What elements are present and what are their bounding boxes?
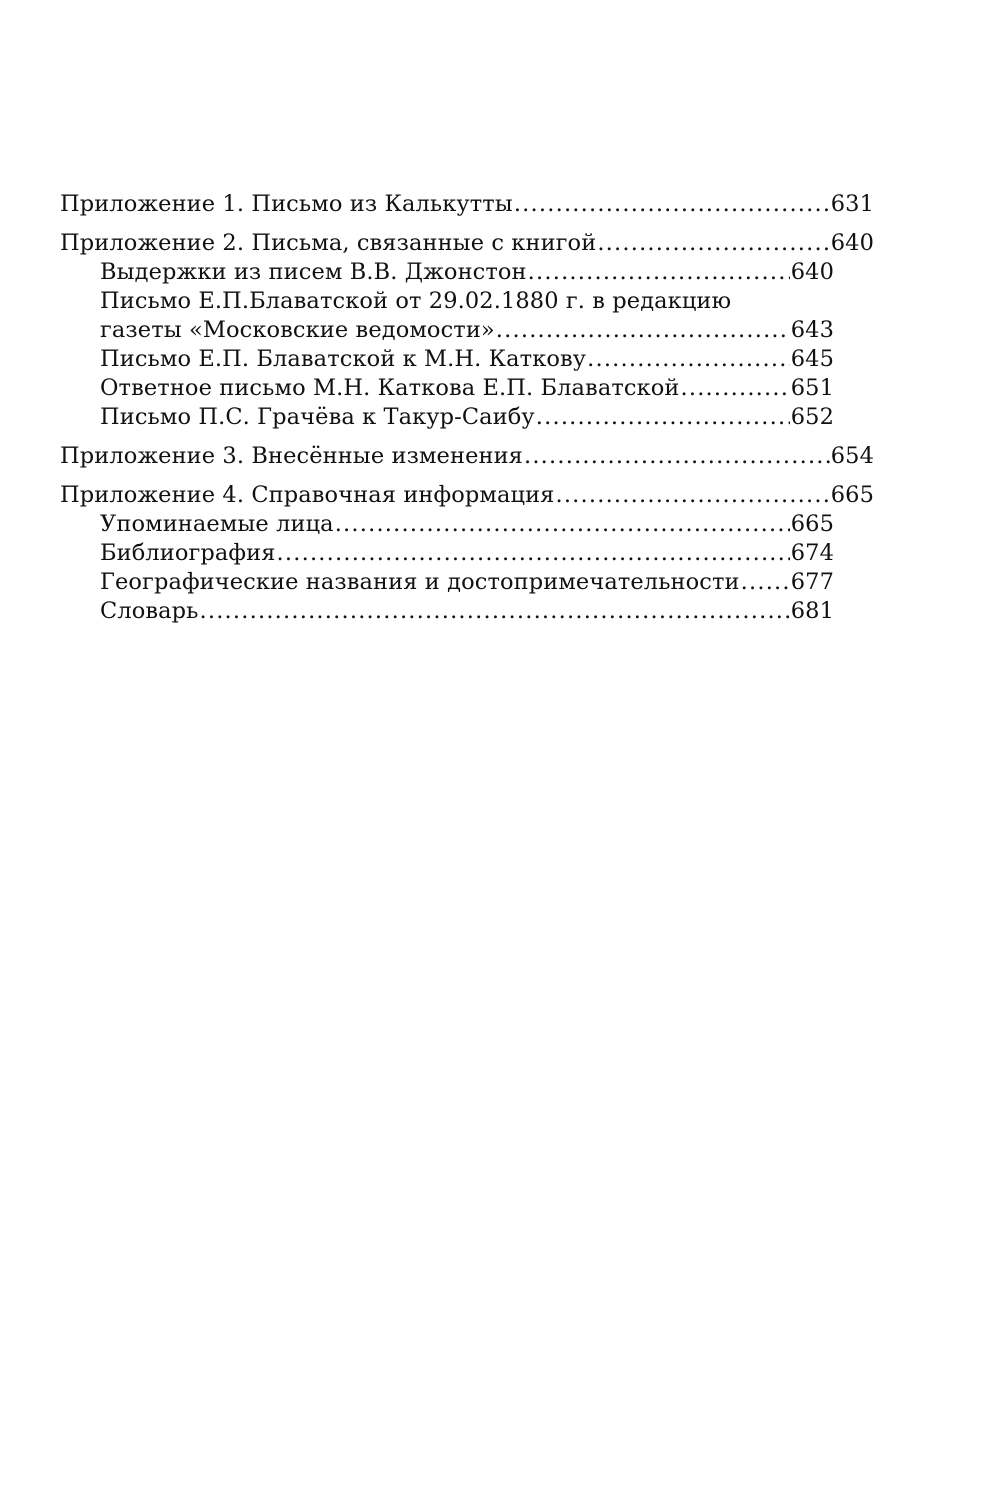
toc-subentry[interactable] [60, 374, 834, 403]
toc-subentry-title: Упоминаемые лица [100, 511, 334, 537]
dot-leader [496, 316, 790, 345]
toc-subentry-page: 651 [790, 375, 834, 401]
toc-subentry-page: 677 [790, 569, 834, 595]
toc-subentry-title: Географические названия и достопримечательности [100, 569, 740, 595]
toc-subentry-title: Ответное письмо М.Н. Каткова Е.П. Блаватской [100, 375, 680, 401]
toc-entry-page: 631 [830, 191, 874, 217]
dot-leader [536, 403, 790, 432]
toc-subentry-title-continued: газеты «Московские ведомости» [100, 317, 495, 343]
toc-subentry-title: Словарь [100, 598, 199, 624]
toc-subentry-page: 665 [790, 511, 834, 537]
dot-leader [597, 229, 829, 258]
toc-subentry-title: Письмо Е.П.Блаватской от 29.02.1880 г. в редакцию [100, 288, 732, 314]
toc-subentry-title: Библиография [100, 540, 276, 566]
toc-section-appendix-2 [60, 229, 874, 432]
toc-section-appendix-3 [60, 442, 874, 471]
toc-subentry[interactable] [60, 568, 834, 597]
toc-entry[interactable] [60, 442, 874, 471]
toc-subentry-page: 681 [790, 598, 834, 624]
dot-leader [514, 190, 830, 219]
dot-leader [200, 597, 790, 626]
toc-subentry-page: 674 [790, 540, 834, 566]
toc-section-appendix-4 [60, 481, 874, 626]
dot-leader [555, 481, 829, 510]
dot-leader [524, 442, 830, 471]
toc-entry-title: Приложение 4. Справочная информация [60, 482, 555, 508]
dot-leader [587, 345, 790, 374]
toc-entry[interactable] [60, 229, 874, 258]
table-of-contents [60, 190, 874, 636]
toc-subentry-page: 640 [790, 259, 834, 285]
toc-subentry-title: Письмо П.С. Грачёва к Такур-Саибу [100, 404, 535, 430]
toc-subentry-page: 643 [790, 317, 834, 343]
dot-leader [335, 510, 790, 539]
toc-subentry[interactable] [60, 597, 834, 626]
toc-subentry-title: Письмо Е.П. Блаватской к М.Н. Каткову [100, 346, 587, 372]
toc-entry[interactable] [60, 481, 874, 510]
dot-leader [528, 258, 790, 287]
toc-subentry[interactable] [60, 258, 834, 287]
toc-entry[interactable] [60, 190, 874, 219]
toc-subentry-title: Выдержки из писем В.В. Джонстон [100, 259, 527, 285]
dot-leader [741, 568, 790, 597]
toc-entry-page: 640 [830, 230, 874, 256]
toc-subentry[interactable] [60, 510, 834, 539]
toc-entry-title: Приложение 1. Письмо из Калькутты [60, 191, 513, 217]
dot-leader [681, 374, 790, 403]
toc-entry-page: 654 [830, 443, 874, 469]
toc-subentry-line-1[interactable] [60, 287, 834, 316]
toc-entry-title: Приложение 2. Письма, связанные с книгой [60, 230, 597, 256]
toc-entry-page: 665 [830, 482, 874, 508]
toc-entry-title: Приложение 3. Внесённые изменения [60, 443, 523, 469]
toc-subentry[interactable] [60, 345, 834, 374]
toc-subentry[interactable] [60, 539, 834, 568]
toc-subentry-line-2[interactable] [60, 316, 834, 345]
toc-section-appendix-1 [60, 190, 874, 219]
dot-leader [277, 539, 790, 568]
toc-subentry-page: 652 [790, 404, 834, 430]
toc-subentry-page: 645 [790, 346, 834, 372]
toc-subentry[interactable] [60, 403, 834, 432]
